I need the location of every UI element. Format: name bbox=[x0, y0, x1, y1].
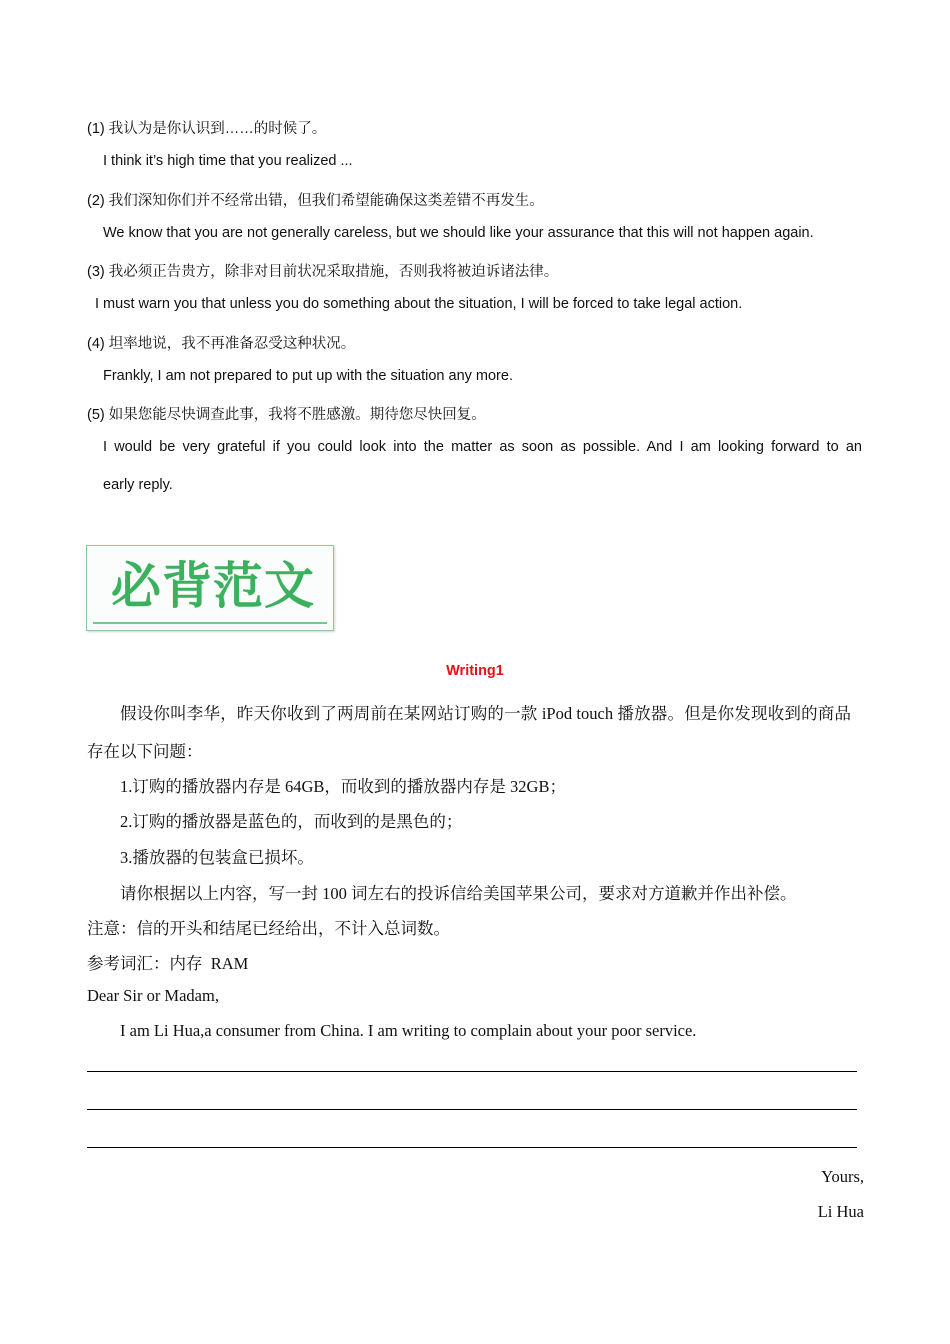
phrase-1-zh: (1) 我认为是你认识到……的时候了。 bbox=[87, 121, 327, 137]
phrase-2-zh: (2) 我们深知你们并不经常出错，但我们希望能确保这类差错不再发生。 bbox=[87, 193, 544, 209]
phrase-5-en-line2: early reply. bbox=[103, 477, 173, 493]
phrase-5-zh: (5) 如果您能尽快调查此事，我将不胜感激。期待您尽快回复。 bbox=[87, 407, 486, 423]
phrase-4-zh: (4) 坦率地说，我不再准备忍受这种状况。 bbox=[87, 336, 356, 352]
banner-underline bbox=[93, 622, 327, 624]
writing-title: Writing1 bbox=[446, 663, 504, 679]
problem-1: 1.订购的播放器内存是 64GB，而收到的播放器内存是 32GB； bbox=[120, 777, 566, 796]
phrase-3-zh: (3) 我必须正告贵方，除非对目前状况采取措施，否则我将被迫诉诸法律。 bbox=[87, 264, 559, 280]
letter-opening: I am Li Hua,a consumer from China. I am writing to complain about your poor service. bbox=[120, 1021, 697, 1040]
must-memorize-banner bbox=[86, 545, 334, 631]
prompt-line-1: 假设你叫李华，昨天你收到了两周前在某网站订购的一款 iPod touch 播放器。但是你发现收到的商品 bbox=[120, 704, 851, 723]
answer-line-1 bbox=[87, 1071, 857, 1072]
instruction: 请你根据以上内容，写一封 100 词左右的投诉信给美国苹果公司，要求对方道歉并作出补偿。 bbox=[120, 884, 797, 903]
prompt-line-2: 存在以下问题： bbox=[87, 742, 203, 761]
banner-text: 必背范文 bbox=[111, 556, 315, 615]
phrase-4-en: Frankly, I am not prepared to put up with the situation any more. bbox=[103, 368, 513, 384]
letter-signature: Li Hua bbox=[817, 1202, 864, 1221]
problem-3: 3.播放器的包装盒已损坏。 bbox=[120, 848, 314, 867]
letter-closing: Yours, bbox=[821, 1167, 864, 1186]
phrase-3-en: I must warn you that unless you do something about the situation, I will be forced to take legal action. bbox=[95, 296, 743, 312]
vocab-hint: 参考词汇：内存 RAM bbox=[87, 954, 249, 973]
phrase-1-en: I think it’s high time that you realized ... bbox=[103, 153, 353, 169]
problem-2: 2.订购的播放器是蓝色的，而收到的是黑色的； bbox=[120, 812, 463, 831]
salutation: Dear Sir or Madam, bbox=[87, 986, 219, 1005]
answer-line-3 bbox=[87, 1147, 857, 1148]
note: 注意：信的开头和结尾已经给出，不计入总词数。 bbox=[87, 919, 450, 938]
answer-line-2 bbox=[87, 1109, 857, 1110]
phrase-2-en: We know that you are not generally careless, but we should like your assurance that this will not happen again. bbox=[103, 225, 814, 241]
phrase-5-en-line1: I would be very grateful if you could look into the matter as soon as possible. And I am looking forward to an bbox=[103, 439, 862, 455]
